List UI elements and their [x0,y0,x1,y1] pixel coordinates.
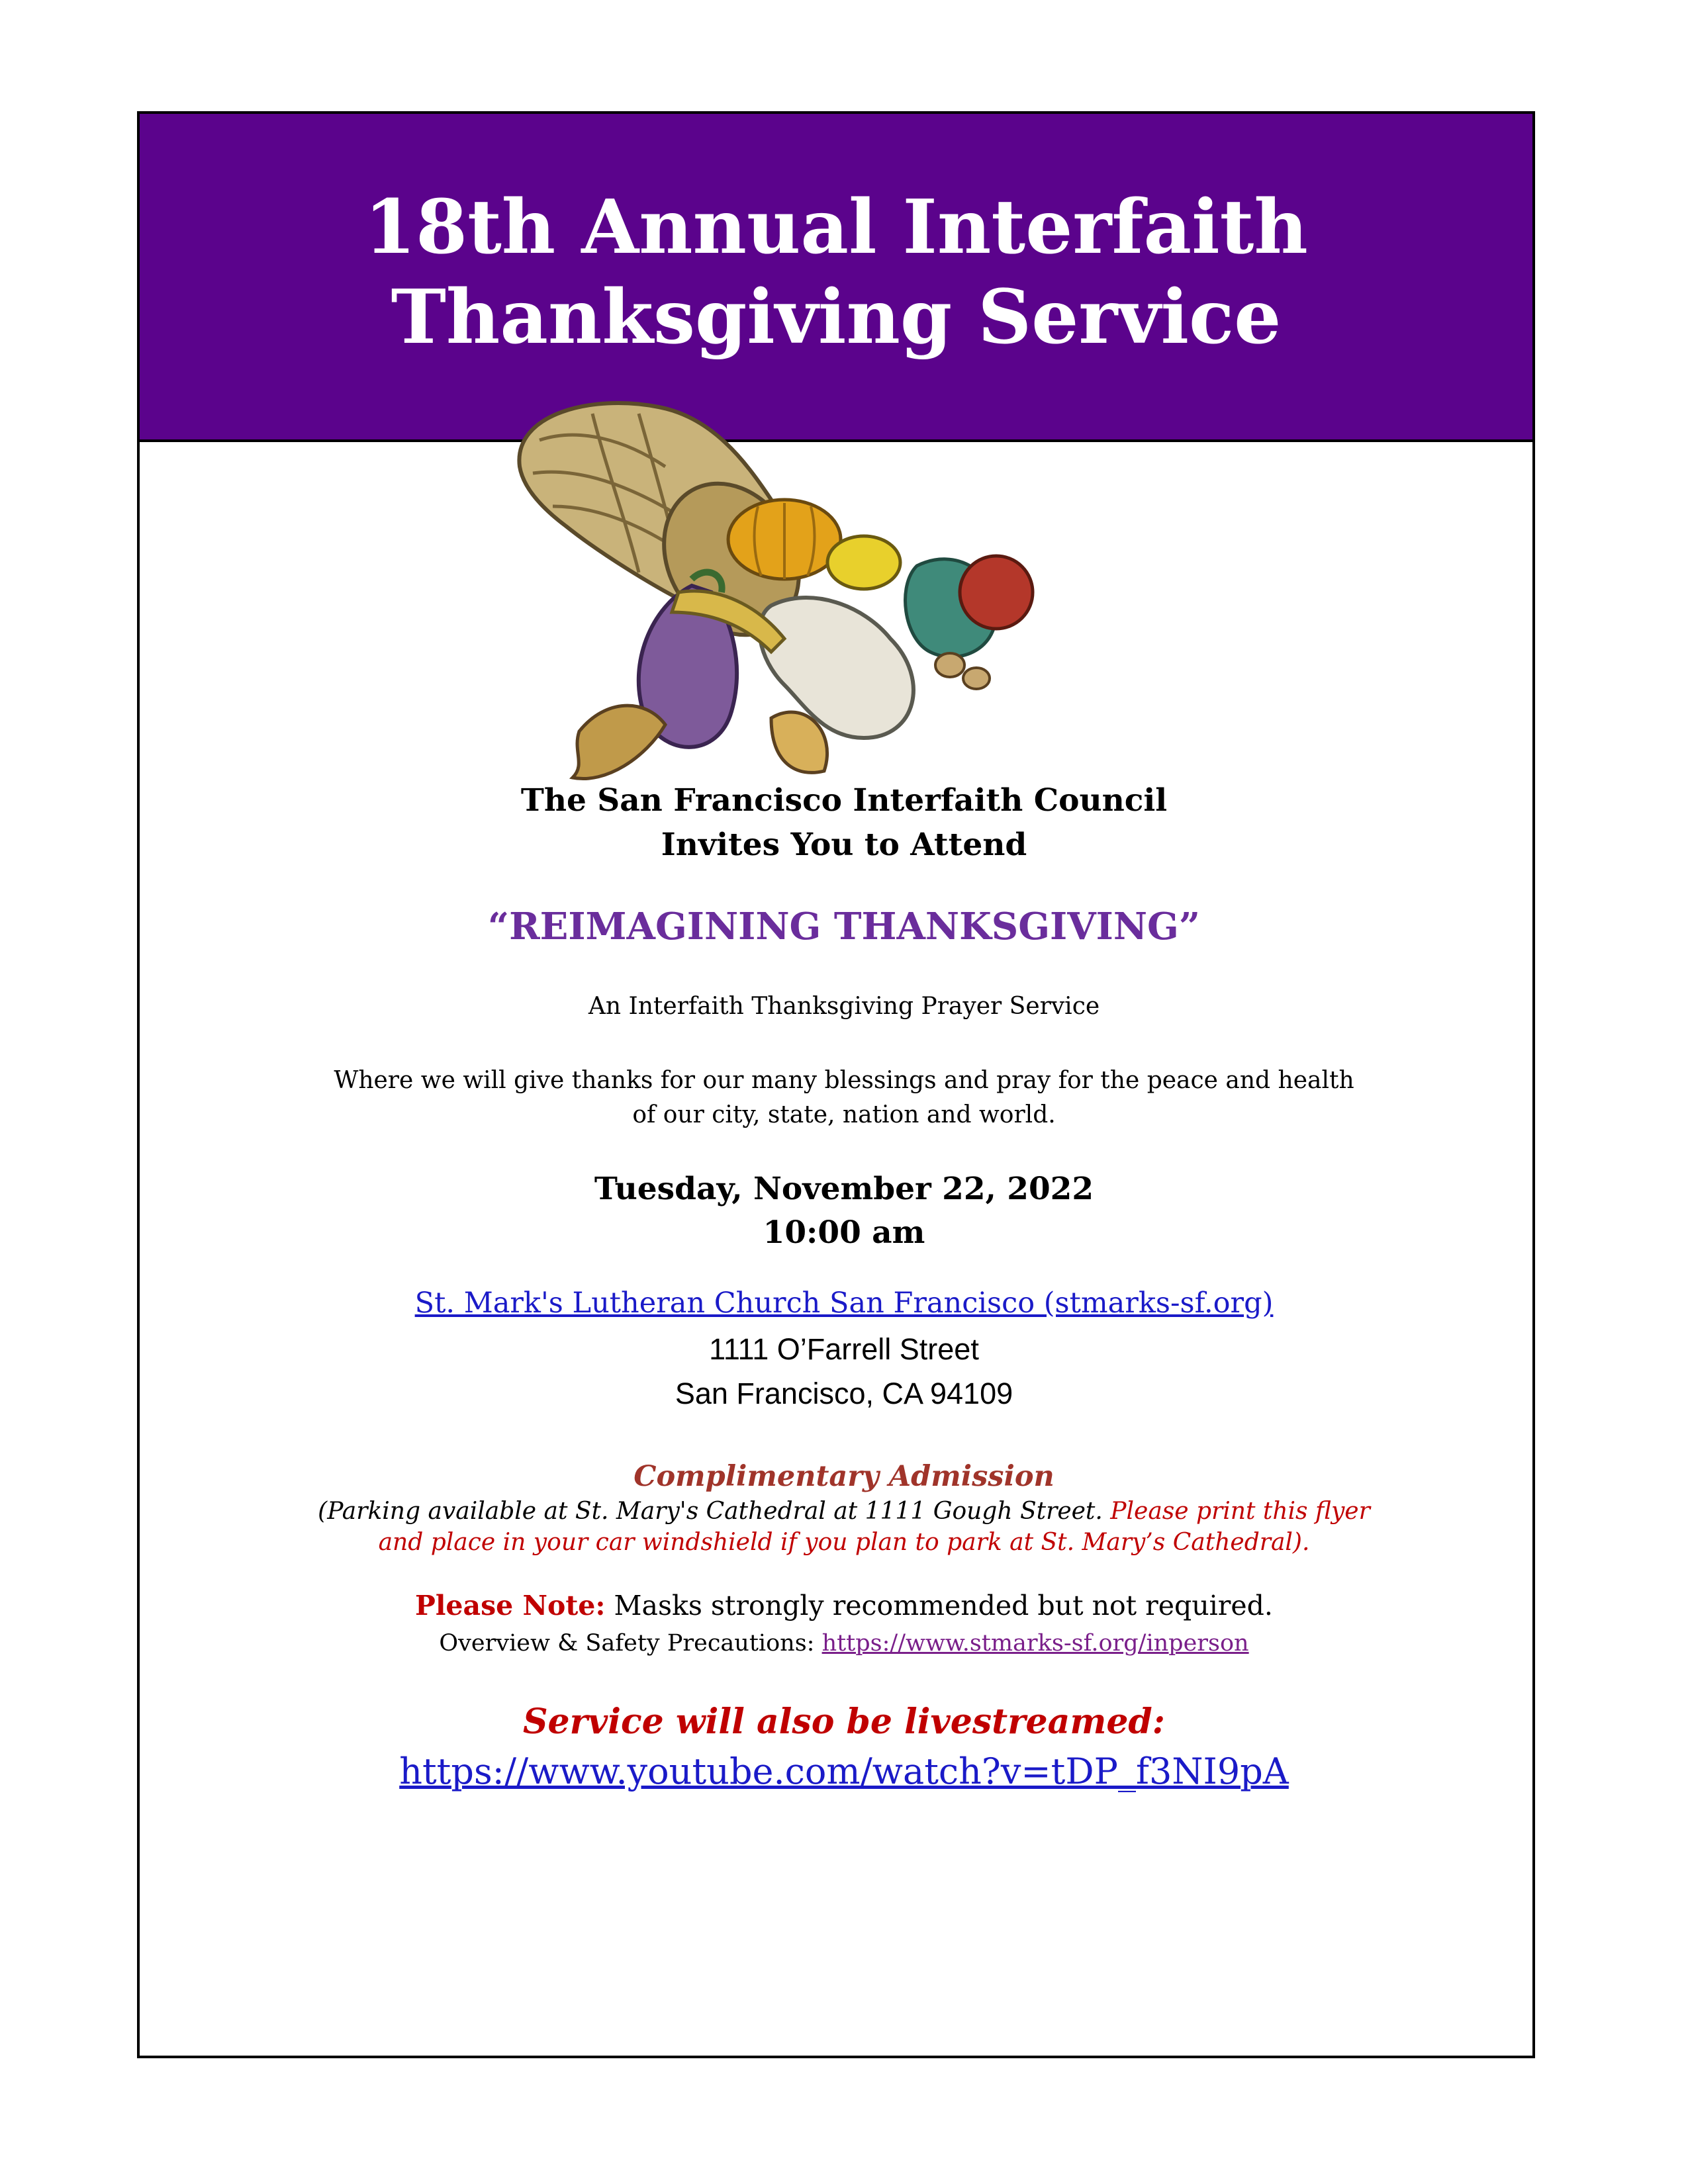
admission-heading: Complimentary Admission [633,1460,1055,1493]
city-address: San Francisco, CA 94109 [675,1377,1013,1410]
event-time: 10:00 am [763,1214,925,1251]
event-theme: “REIMAGINING THANKSGIVING” [487,905,1201,948]
parking-note-text: (Parking available at St. Mary's Cathedral at 1111 Gough Street. [318,1498,1111,1525]
cornucopia-icon [493,387,1049,827]
event-date: Tuesday, November 22, 2022 [594,1171,1094,1207]
note-label: Please Note: [415,1590,606,1621]
livestream-heading: Service will also be livestreamed: [523,1702,1165,1742]
church-link[interactable]: St. Mark's Lutheran Church San Francisco (stmarks-sf.org) [414,1287,1274,1320]
parking-note-line2: and place in your car windshield if you plan to park at St. Mary’s Cathedral). [378,1529,1310,1556]
overview-line [0,1632,1688,1655]
banner-title-line2: Thanksgiving Service [391,274,1282,361]
event-subtitle: An Interfaith Thanksgiving Prayer Service [588,993,1100,1020]
overview-link[interactable]: https://www.stmarks-sf.org/inperson [821,1630,1249,1657]
street-address: 1111 O’Farrell Street [709,1332,979,1366]
description-line1: Where we will give thanks for our many blessings and pray for the peace and health [334,1067,1354,1094]
mask-note [0,1592,1688,1619]
banner-title-line1: 18th Annual Interfaith [364,184,1308,271]
note-text: Masks strongly recommended but not required. [605,1590,1273,1621]
parking-note-line1 [0,1500,1688,1524]
description-line2: of our city, state, nation and world. [632,1101,1056,1128]
organizer-line: The San Francisco Interfaith Council [520,782,1168,819]
invite-line: Invites You to Attend [661,827,1027,863]
livestream-link[interactable]: https://www.youtube.com/watch?v=tDP_f3NI9pA [399,1751,1289,1792]
overview-label: Overview & Safety Precautions: [439,1630,822,1657]
parking-print-note: Please print this flyer [1110,1498,1370,1525]
